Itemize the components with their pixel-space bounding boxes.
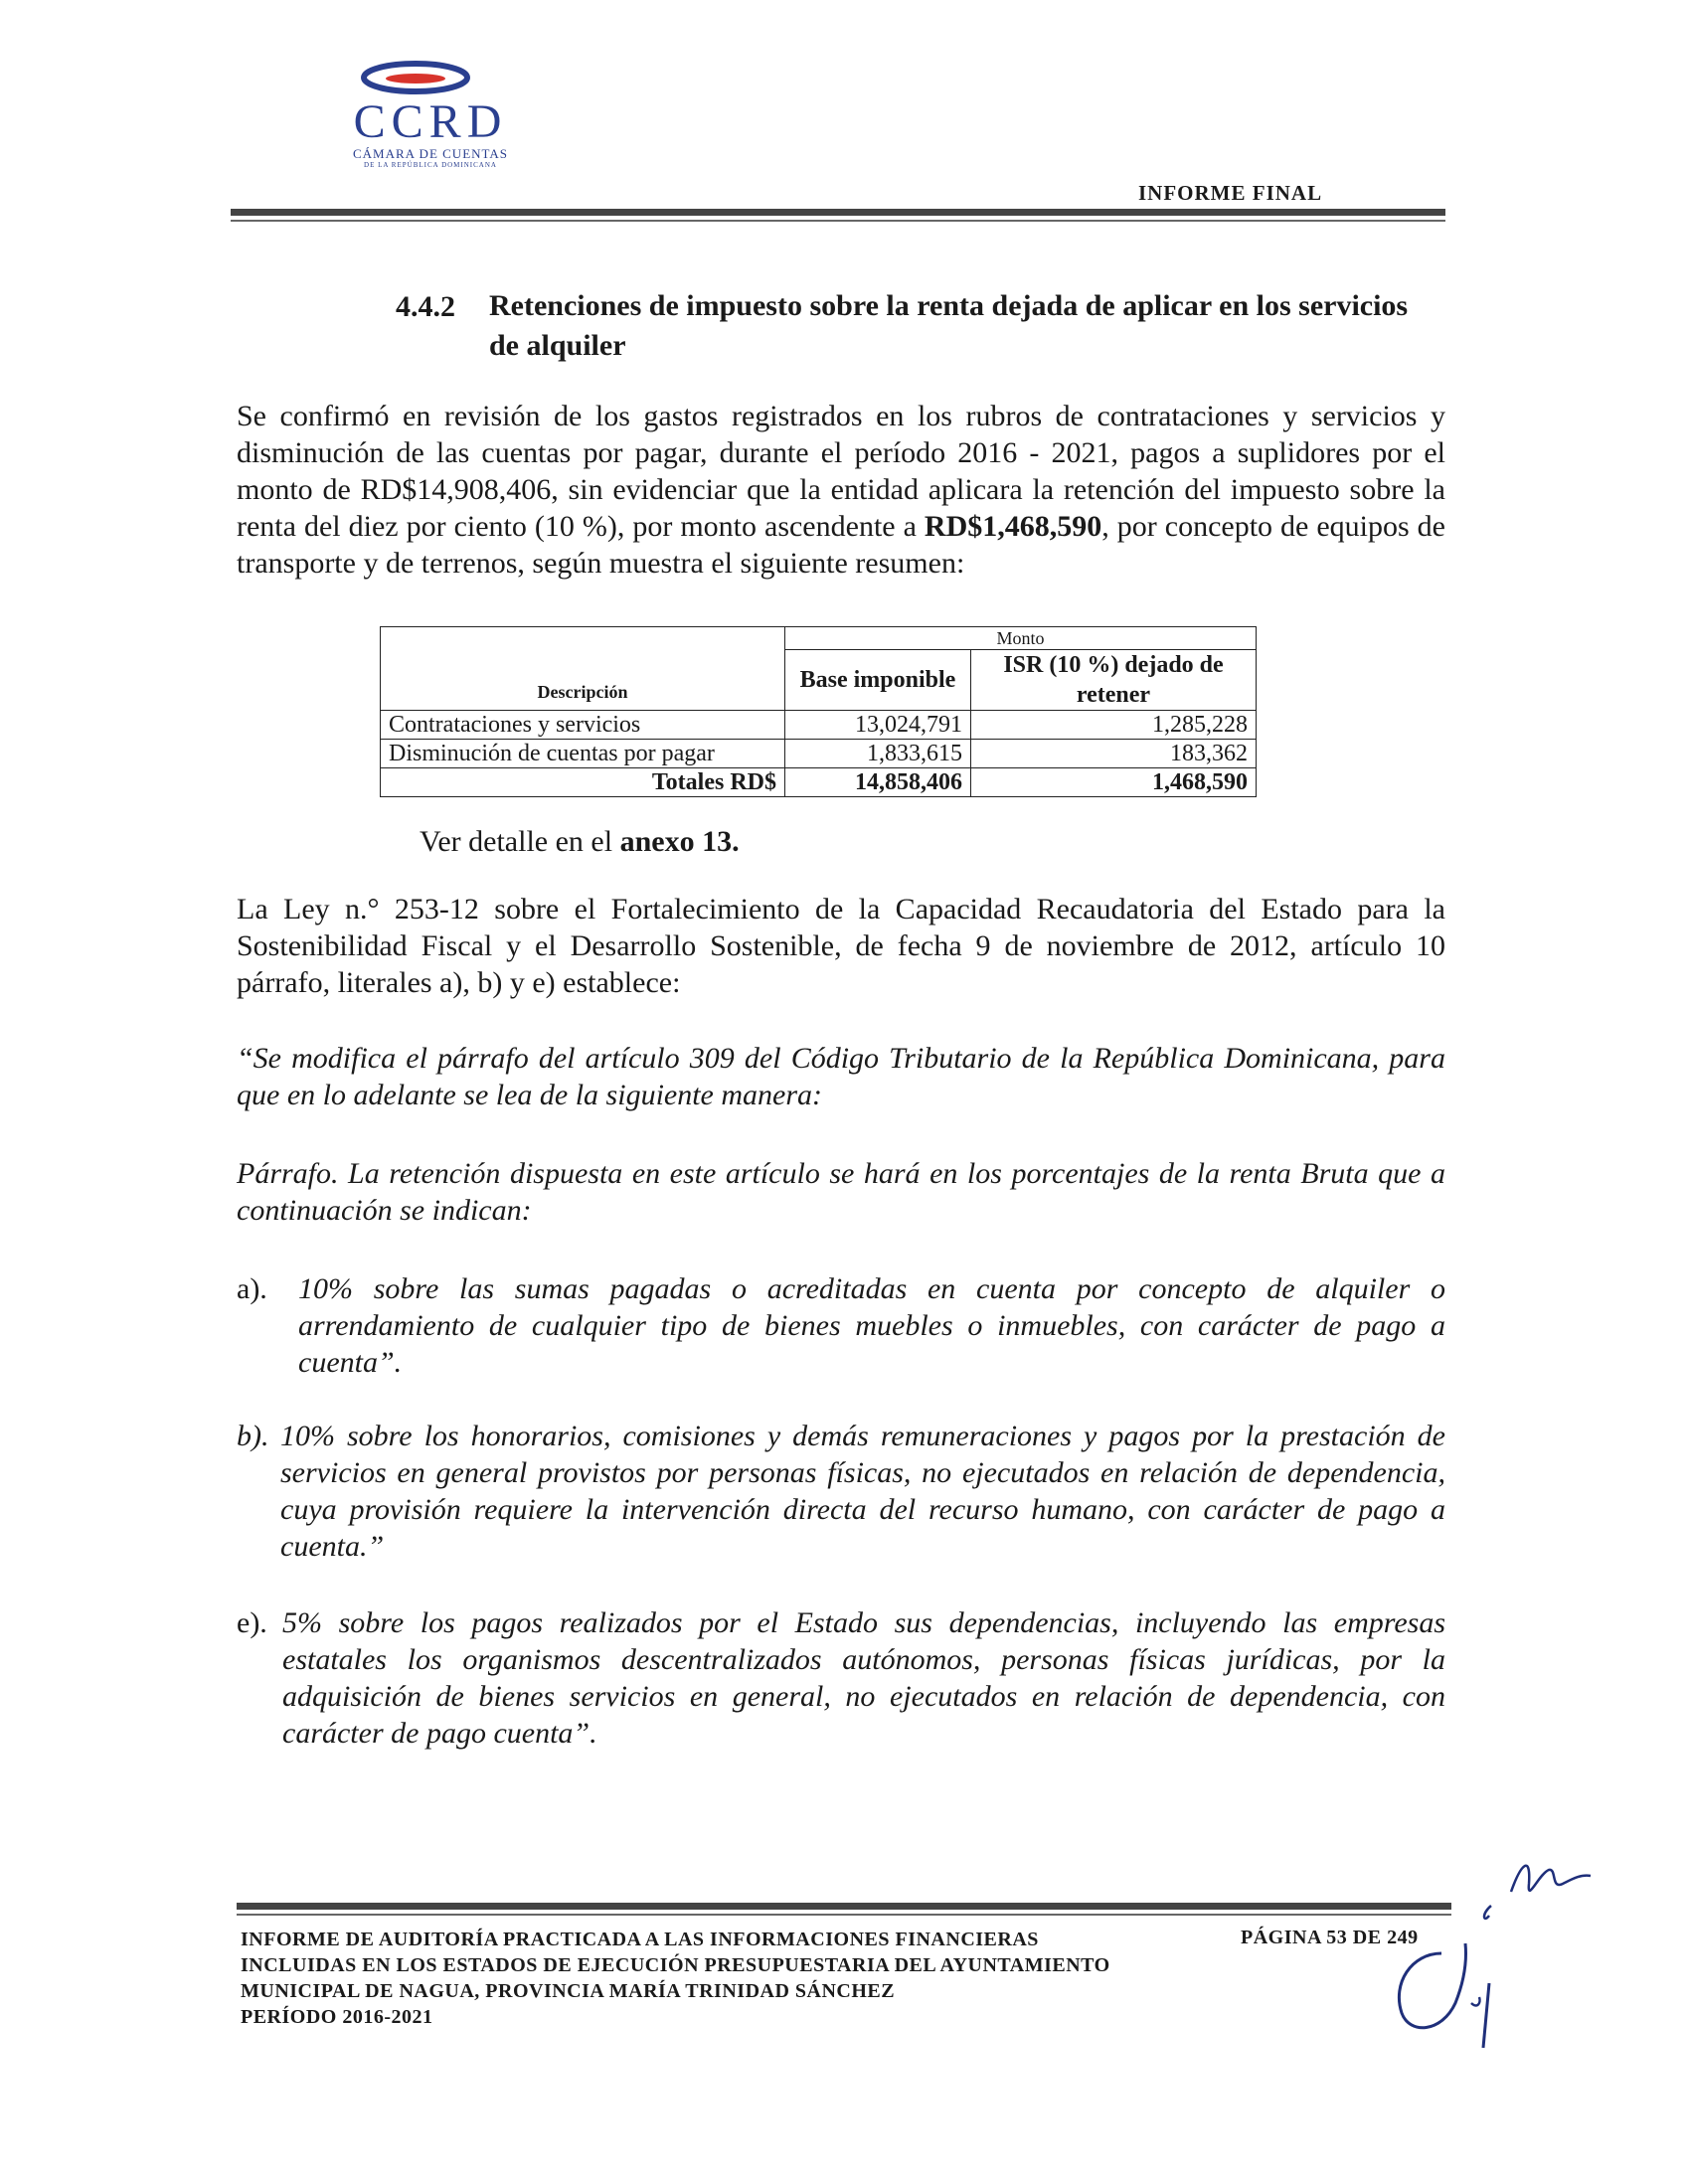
total-isr: 1,468,590 xyxy=(971,768,1257,797)
intro-text: Se confirmó en revisión de los gastos registrados en los rubros de contrataciones y servicios y disminución de las cuentas por pagar, durante el período 2016 - 2021, pagos a suplidores por el monto de RD$14,908,406, sin evidenciar que la entidad aplicara la retención del impuesto sobre la renta del diez por ciento (10 %), por monto ascendente a xyxy=(237,400,1445,543)
item-label: b). xyxy=(237,1420,269,1452)
item-label: e). xyxy=(237,1606,267,1639)
annex-link: anexo 13. xyxy=(619,825,740,858)
logo-emblem-icon xyxy=(356,58,475,97)
total-label: Totales RD$ xyxy=(381,768,785,797)
footer-rule xyxy=(237,1903,1451,1910)
page-number: PÁGINA 53 DE 249 xyxy=(1241,1927,1419,1948)
logo-subtitle: CÁMARA DE CUENTAS xyxy=(352,146,509,161)
footer-rule-thin xyxy=(237,1914,1451,1916)
quote-paragraph: Párrafo. La retención dispuesta en este artículo se hará en los porcentajes de la renta Bruta que a continuación se indican: xyxy=(237,1157,1445,1227)
intro-text-end: , por concepto de equipos de transporte y de terrenos, según muestra el siguiente resumen: xyxy=(237,510,1445,580)
header-isr: ISR (10 %) dejado de retener xyxy=(971,650,1257,711)
summary-table xyxy=(380,626,1257,797)
annex-text: Ver detalle en el xyxy=(420,825,620,858)
signature-initials-icon xyxy=(1372,1844,1610,2063)
footer-line: PERÍODO 2016-2021 xyxy=(241,2006,433,2028)
item-label: a). xyxy=(237,1272,267,1305)
annex-note xyxy=(420,825,740,859)
intro-paragraph xyxy=(237,398,1445,582)
table-row xyxy=(381,711,1257,740)
item-text: 5% sobre los pagos realizados por el Estado sus dependencias, incluyendo las empresas estatales los organismos descentralizados autónomos, personas físicas jurídicas, por la adquisición de bienes servicios en general, no ejecutados en relación de dependencia, con carácter de pago cuenta”. xyxy=(282,1606,1445,1750)
header-base: Base imponible xyxy=(785,650,971,711)
row-isr: 1,285,228 xyxy=(971,711,1257,740)
header-rule-thin xyxy=(231,220,1445,222)
row-isr: 183,362 xyxy=(971,740,1257,768)
logo-subtitle-small: DE LA REPÚBLICA DOMINICANA xyxy=(364,161,497,169)
row-desc: Contrataciones y servicios xyxy=(381,711,785,740)
item-text: 10% sobre los honorarios, comisiones y demás remuneraciones y pagos por la prestación de servicios en general provistos por personas físicas, no ejecutados en relación de dependencia, cuya provisión requiere la intervención directa del recurso humano, con carácter de pago a cuenta.” xyxy=(280,1420,1445,1563)
total-base: 14,858,406 xyxy=(785,768,971,797)
table-total-row xyxy=(381,768,1257,797)
header-description: Descripción xyxy=(381,627,785,711)
table-header-row xyxy=(381,627,1257,650)
intro-amount: RD$1,468,590 xyxy=(924,510,1102,543)
section-title: Retenciones de impuesto sobre la renta dejada de aplicar en los servicios de alquiler xyxy=(489,289,1409,362)
footer-line: MUNICIPAL DE NAGUA, PROVINCIA MARÍA TRINIDAD SÁNCHEZ xyxy=(241,1980,896,2002)
section-number: 4.4.2 xyxy=(396,290,455,323)
footer-text xyxy=(241,1927,1235,2030)
item-text: 10% sobre las sumas pagadas o acreditadas en cuenta por concepto de alquiler o arrendamiento de cualquier tipo de bienes muebles o inmuebles, con carácter de pago a cuenta”. xyxy=(298,1272,1445,1379)
report-label: INFORME FINAL xyxy=(1138,181,1323,205)
law-paragraph: La Ley n.° 253-12 sobre el Fortalecimiento de la Capacidad Recaudatoria del Estado para la Sostenibilidad Fiscal y el Desarrollo Sostenible, de fecha 9 de noviembre de 2012, artículo 10 párrafo, literales a), b) y e) establece: xyxy=(237,893,1445,999)
header-monto: Monto xyxy=(785,627,1257,650)
footer-line: INFORME DE AUDITORÍA PRACTICADA A LAS INFORMACIONES FINANCIERAS xyxy=(241,1929,1039,1950)
row-base: 1,833,615 xyxy=(785,740,971,768)
header-rule xyxy=(231,209,1445,216)
footer-line: INCLUIDAS EN LOS ESTADOS DE EJECUCIÓN PRESUPUESTARIA DEL AYUNTAMIENTO xyxy=(241,1954,1110,1976)
logo-title: CCRD xyxy=(353,95,508,148)
table-row xyxy=(381,740,1257,768)
row-base: 13,024,791 xyxy=(785,711,971,740)
ccrd-logo xyxy=(316,58,545,167)
quote-opening: “Se modifica el párrafo del artículo 309 del Código Tributario de la República Dominicana, para que en lo adelante se lea de la siguiente manera: xyxy=(237,1042,1445,1111)
row-desc: Disminución de cuentas por pagar xyxy=(381,740,785,768)
